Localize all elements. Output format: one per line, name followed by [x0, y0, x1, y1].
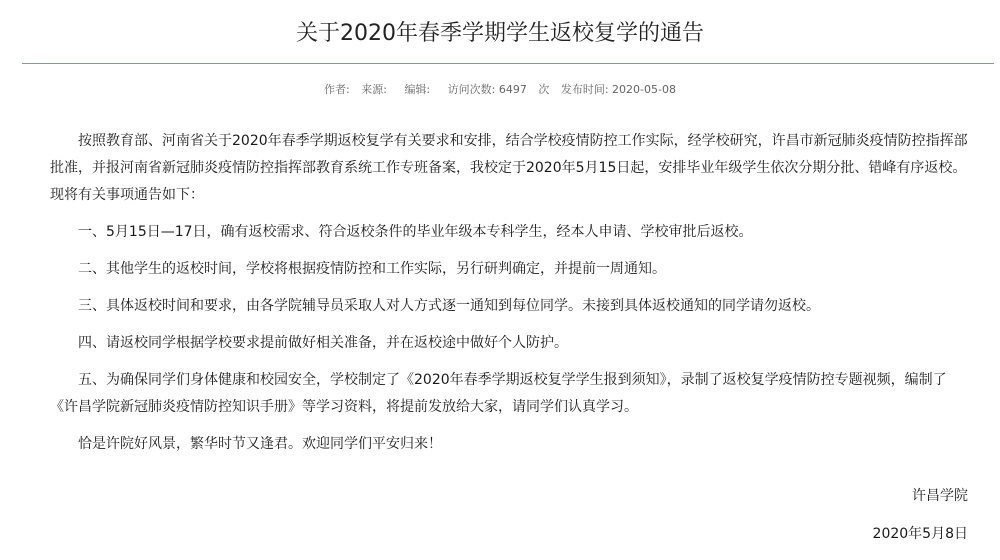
article-meta — [0, 80, 1000, 100]
issuer-signature: 许昌学院 — [912, 488, 968, 504]
source-label: 来源: — [361, 83, 387, 96]
item-2-paragraph: 二、其他学生的返校时间，学校将根据疫情防控和工作实际，另行研判确定，并提前一周通知。 — [78, 261, 666, 277]
item-4-paragraph: 四、请返校同学根据学校要求提前做好相关准备，并在返校途中做好个人防护。 — [78, 335, 568, 351]
editor-label: 编辑: — [404, 83, 431, 96]
issue-date: 2020年5月8日 — [872, 526, 968, 542]
article-body — [50, 128, 970, 468]
article-title: 关于2020年春季学期学生返校复学的通告 — [296, 21, 704, 46]
visit-count: 访问次数: 6497 — [447, 83, 527, 96]
title-divider — [22, 63, 994, 64]
item-3-paragraph: 三、具体返校时间和要求，由各学院辅导员采取人对人方式逐一通知到每位同学。未接到具体返校通知的同学请勿返校。 — [78, 298, 820, 314]
author-label: 作者: — [324, 83, 350, 96]
item-1-paragraph: 一、5月15日—17日，确有返校需求、符合返校条件的毕业年级本专科学生，经本人申请、学校审批后返校。 — [78, 224, 753, 240]
visit-count-unit: 次 — [538, 83, 550, 96]
publish-time: 发布时间: 2020-05-08 — [560, 83, 676, 96]
closing-paragraph: 恰是许院好风景，繁华时节又逢君。欢迎同学们平安归来！ — [78, 436, 442, 452]
item-5-paragraph: 五、为确保同学们身体健康和校园安全，学校制定了《2020年春季学期返校复学学生报到须知》，录制了返校复学疫情防控专题视频，编制了《许昌学院新冠肺炎疫情防控知识手册》等学习资料，将提前发放给大家，请同学们认真学习。 — [50, 372, 947, 415]
intro-paragraph: 按照教育部、河南省关于2020年春季学期返校复学有关要求和安排，结合学校疫情防控工作实际，经学校研究，许昌市新冠肺炎疫情防控指挥部批准，并报河南省新冠肺炎疫情防控指挥部教育系统工作专班备案，我校定于2020年5月15日起，安排毕业年级学生依次分期分批、错峰有序返校。现将有关事项通告如下： — [50, 133, 968, 203]
